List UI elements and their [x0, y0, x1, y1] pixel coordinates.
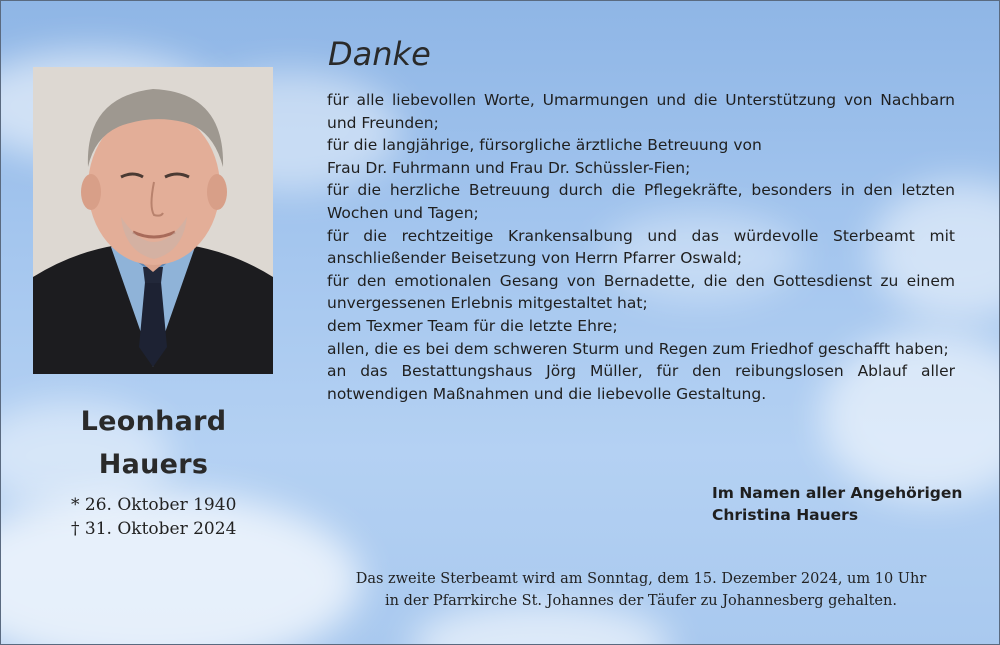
thanks-line: für alle liebevollen Worte, Umarmungen und die Unterstützung von Nachbarn und Freunden; — [327, 91, 955, 132]
thanks-line: Frau Dr. Fuhrmann und Frau Dr. Schüssler-Fien; — [327, 158, 691, 177]
signature — [712, 482, 962, 526]
signature-name: Christina Hauers — [712, 506, 859, 524]
thanks-line: für die herzliche Betreuung durch die Pflegekräfte, besonders in den letzten Wochen und Tagen; — [327, 181, 955, 222]
thanks-line: an das Bestattungshaus Jörg Müller, für den reibungslosen Ablauf aller notwendigen Maßnahmen und die liebevolle Gestaltung. — [327, 362, 955, 403]
thanks-line: für die langjährige, fürsorgliche ärztliche Betreuung von — [327, 136, 762, 155]
birth-date: * 26. Oktober 1940 — [71, 495, 237, 515]
last-name: Hauers — [98, 449, 209, 480]
life-dates — [71, 493, 236, 541]
thanks-line: dem Texmer Team für die letzte Ehre; — [327, 316, 618, 335]
heading-danke: Danke — [328, 35, 431, 73]
thanks-line: für den emotionalen Gesang von Bernadette, die den Gottesdienst zu einem unvergessenen Erlebnis mitgestaltet hat; — [327, 271, 955, 313]
signature-line: Im Namen aller Angehörigen — [712, 484, 963, 502]
first-name: Leonhard — [80, 406, 227, 437]
notice-line: Das zweite Sterbeamt wird am Sonntag, dem 15. Dezember 2024, um 10 Uhr — [355, 571, 927, 587]
thanks-line: allen, die es bei dem schweren Sturm und Regen zum Friedhof geschafft haben; — [327, 339, 949, 358]
portrait-photo — [33, 67, 273, 374]
thanks-line: für die rechtzeitige Krankensalbung und das würdevolle Sterbeamt mit anschließender Beisetzung von Herrn Pfarrer Oswald; — [327, 226, 955, 268]
death-date: † 31. Oktober 2024 — [71, 519, 237, 539]
mass-notice — [336, 568, 946, 612]
notice-line: in der Pfarrkirche St. Johannes der Täufer zu Johannesberg gehalten. — [385, 593, 897, 609]
thanks-text — [327, 89, 955, 405]
